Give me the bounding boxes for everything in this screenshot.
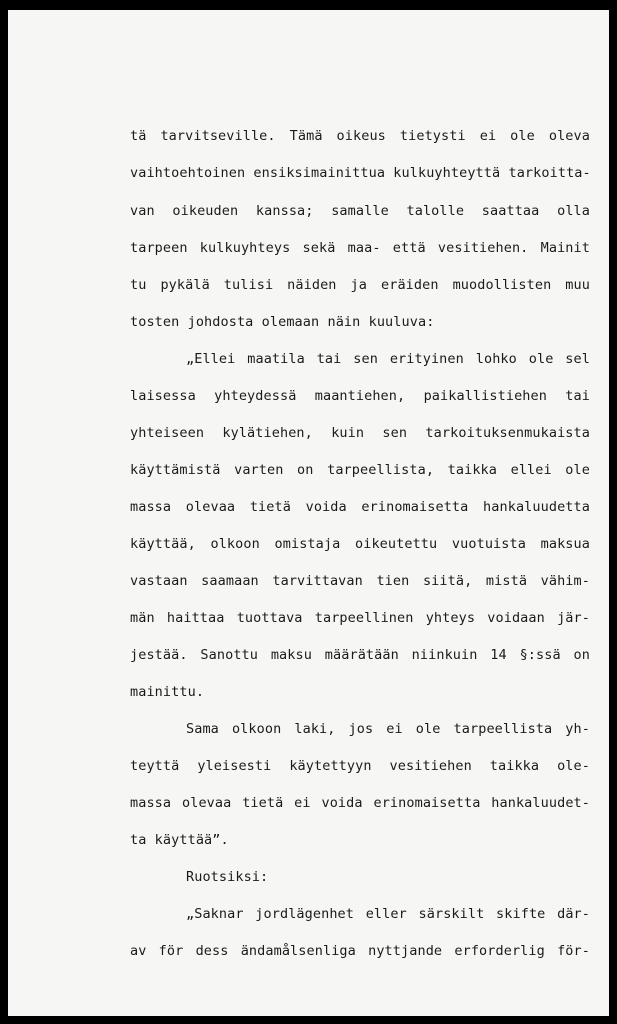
text-line: van oikeuden kanssa; samalle talolle saattaa olla (130, 203, 590, 219)
text-line: vaihtoehtoinen ensiksimainittua kulkuyhteyttä tarkoitta- (130, 165, 591, 181)
text-line: av för dess ändamålsenliga nyttjande erforderlig för- (130, 943, 590, 959)
text-line: „Ellei maatila tai sen erityinen lohko ole sel (186, 351, 590, 367)
text-line: yhteiseen kylätiehen, kuin sen tarkoituksenmukaista (130, 425, 590, 441)
text-line: ta käyttää”. (130, 832, 229, 848)
text-line: massa olevaa tietä ei voida erinomaisetta hankaluudet- (130, 795, 590, 811)
text-line: tarpeen kulkuyhteys sekä maa- että vesitiehen. Mainit (130, 240, 590, 256)
text-line: tä tarvitseville. Tämä oikeus tietysti ei ole oleva (130, 128, 590, 144)
text-line: jestää. Sanottu maksu määrätään niinkuin 14 §:ssä on (130, 647, 590, 663)
text-line: vastaan saamaan tarvittavan tien siitä, mistä vähim- (130, 573, 590, 589)
text-line: tu pykälä tulisi näiden ja eräiden muodollisten muu (130, 277, 590, 293)
text-line: „Saknar jordlägenhet eller särskilt skifte där- (186, 906, 590, 922)
text-line: laisessa yhteydessä maantiehen, paikallistiehen tai (130, 388, 590, 404)
document-body (8, 10, 609, 1016)
text-line: tosten johdosta olemaan näin kuuluva: (130, 314, 435, 330)
text-line: massa olevaa tietä voida erinomaisetta hankaluudetta (130, 499, 590, 515)
document-page (8, 10, 609, 1016)
text-line: män haittaa tuottava tarpeellinen yhteys voidaan jär- (130, 610, 590, 626)
text-line: mainittu. (130, 684, 205, 700)
text-line: käyttämistä varten on tarpeellista, taikka ellei ole (130, 462, 590, 478)
text-line: Ruotsiksi: (186, 869, 269, 885)
text-line: Sama olkoon laki, jos ei ole tarpeellista yh- (186, 721, 590, 737)
text-line: käyttää, olkoon omistaja oikeutettu vuotuista maksua (130, 536, 590, 552)
text-line: teyttä yleisesti käytettyyn vesitiehen taikka ole- (130, 758, 590, 774)
